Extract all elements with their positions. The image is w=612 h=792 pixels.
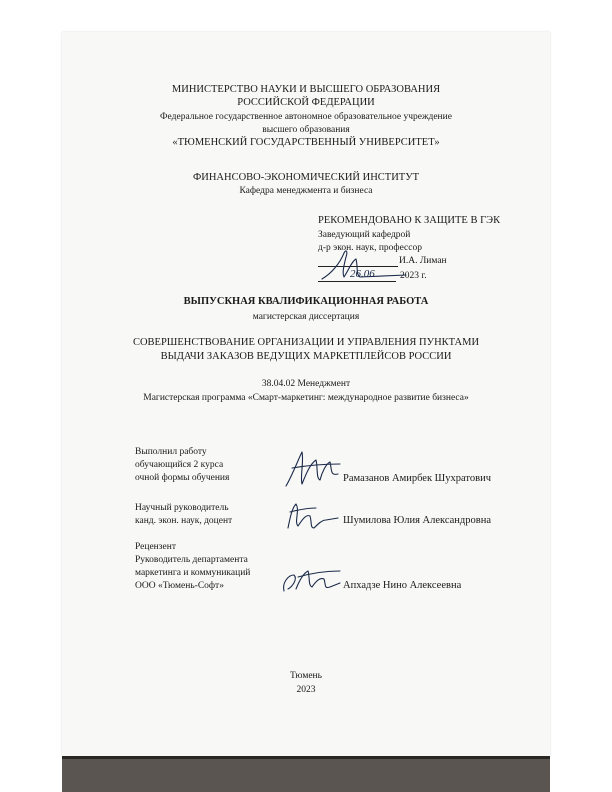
- department-name: Кафедра менеджмента и бизнеса: [239, 186, 373, 196]
- ministry-line-1: МИНИСТЕРСТВО НАУКИ И ВЫСШЕГО ОБРАЗОВАНИЯ: [171, 84, 441, 95]
- reviewer-label-2: Руководитель департамента: [135, 555, 248, 565]
- reviewer-signature-icon: [278, 565, 344, 597]
- work-title-line-2: ВЫДАЧИ ЗАКАЗОВ ВЕДУЩИХ МАРКЕТПЛЕЙСОВ РОССИИ: [160, 351, 452, 362]
- author-name: Рамазанов Амирбек Шухратович: [343, 473, 491, 484]
- reviewer-name: Апхадзе Нино Алексеевна: [343, 580, 462, 591]
- institution-line-2: высшего образования: [262, 125, 350, 135]
- author-label-3: очной формы обучения: [135, 473, 230, 483]
- ministry-line-2: РОССИЙСКОЙ ФЕДЕРАЦИИ: [237, 97, 375, 108]
- footer-city: Тюмень: [290, 671, 322, 681]
- institute-name: ФИНАНСОВО-ЭКОНОМИЧЕСКИЙ ИНСТИТУТ: [192, 172, 420, 183]
- approval-handwritten-date: 26.06: [350, 268, 375, 280]
- specialty-code: 38.04.02 Менеджмент: [261, 379, 351, 389]
- supervisor-name: Шумилова Юлия Александровна: [343, 515, 491, 526]
- author-signature-icon: [282, 446, 344, 496]
- approval-degree: д-р экон. наук, профессор: [318, 243, 422, 253]
- institution-line-1: Федеральное государственное автономное образовательное учреждение: [160, 112, 452, 122]
- footer-year: 2023: [296, 685, 316, 695]
- reviewer-label-4: ООО «Тюмень-Софт»: [135, 581, 224, 591]
- university-name: «ТЮМЕНСКИЙ ГОСУДАРСТВЕННЫЙ УНИВЕРСИТЕТ»: [172, 137, 440, 148]
- approval-role: Заведующий кафедрой: [318, 230, 411, 240]
- work-title-line-1: СОВЕРШЕНСТВОВАНИЕ ОРГАНИЗАЦИИ И УПРАВЛЕНИЯ ПУНКТАМИ: [132, 337, 480, 348]
- reviewer-label-3: маркетинга и коммуникаций: [135, 568, 251, 578]
- work-subtype: магистерская диссертация: [252, 312, 360, 322]
- supervisor-label-1: Научный руководитель: [135, 503, 229, 513]
- author-label-2: обучающийся 2 курса: [135, 460, 224, 470]
- supervisor-signature-icon: [282, 498, 342, 536]
- approval-year: 2023 г.: [400, 271, 427, 281]
- scan-background-strip: [62, 756, 550, 792]
- program-name: Магистерская программа «Смарт-маркетинг: международное развитие бизнеса»: [143, 393, 469, 403]
- work-type: ВЫПУСКНАЯ КВАЛИФИКАЦИОННАЯ РАБОТА: [183, 296, 429, 307]
- approval-signature-icon: [318, 245, 408, 285]
- author-label-1: Выполнил работу: [135, 447, 207, 457]
- approval-name: И.А. Лиман: [399, 256, 447, 266]
- reviewer-label-1: Рецензент: [135, 542, 176, 552]
- approval-title: РЕКОМЕНДОВАНО К ЗАЩИТЕ В ГЭК: [318, 215, 501, 226]
- supervisor-label-2: канд. экон. наук, доцент: [135, 516, 233, 526]
